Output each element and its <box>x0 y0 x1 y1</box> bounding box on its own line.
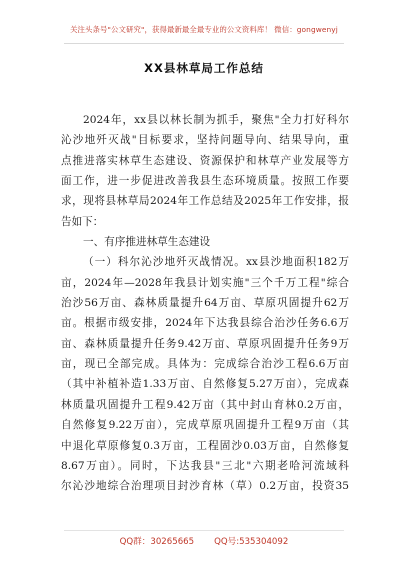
body-line: 面工作，进一步促进改善我县生态环境质量。按照工作要 <box>61 175 349 188</box>
body-line: 亩。根据市级安排，2024年下达我县综合治沙任务6.6万 <box>61 317 349 330</box>
qq-number: QQ号:535304092 <box>214 537 289 547</box>
footer-contact <box>0 535 408 547</box>
body-line: （一）科尔沁沙地歼灭战情况。xx县沙地面积182万 <box>83 256 349 269</box>
body-line: 沁沙地歼灭战"目标要求，坚持问题导向、结果导向，重 <box>61 134 349 147</box>
body-line: 林质量巩固提升工程9.42万亩（其中封山育林0.2万亩， <box>61 398 349 411</box>
body-line: 亩，2024年—2028年我县计划实施"三个千万工程"综合 <box>61 276 349 289</box>
footer-divider <box>64 530 344 531</box>
body-line: 治沙56万亩、森林质量提升64万亩、草原巩固提升62万 <box>61 297 349 310</box>
section-heading: 一、有序推进林草生态建设 <box>83 236 211 249</box>
header-notice: 关注头条号"公文研究"，获得最新最全最专业的公文资料库！ 微信：gongwenyj <box>70 25 338 34</box>
body-line: 告如下： <box>61 215 104 228</box>
body-line: 自然修复9.22万亩），完成草原巩固提升工程9万亩（其 <box>61 419 349 432</box>
body-line: 尔沁沙地综合治理项目封沙育林（草）0.2万亩，投资35 <box>61 480 349 493</box>
body-line: 8.67万亩）。同时，下达我县"三北"六期老哈河流域科 <box>61 459 349 472</box>
document-title: XX县林草局工作总结 <box>144 61 264 75</box>
body-line: 求，现将县林草局2024年工作总结及2025年工作安排，报 <box>61 195 349 208</box>
body-line: 点推进落实林草生态建设、资源保护和林草产业发展等方 <box>61 154 349 167</box>
header-divider <box>64 43 344 44</box>
body-line: 亩，现已全部完成。具体为：完成综合治沙工程6.6万亩 <box>61 358 349 371</box>
body-line: 亩、森林质量提升任务9.42万亩、草原巩固提升任务9万 <box>61 337 349 350</box>
document-body <box>61 110 349 497</box>
body-line: 中退化草原修复0.3万亩，工程固沙0.03万亩，自然修复 <box>61 439 349 452</box>
body-line: 2024年，xx县以林长制为抓手，聚焦"全力打好科尔 <box>83 114 349 126</box>
qq-group-number: QQ群：30265665 <box>119 537 195 547</box>
body-line: （其中补植补造1.33万亩、自然修复5.27万亩），完成森 <box>61 378 349 391</box>
